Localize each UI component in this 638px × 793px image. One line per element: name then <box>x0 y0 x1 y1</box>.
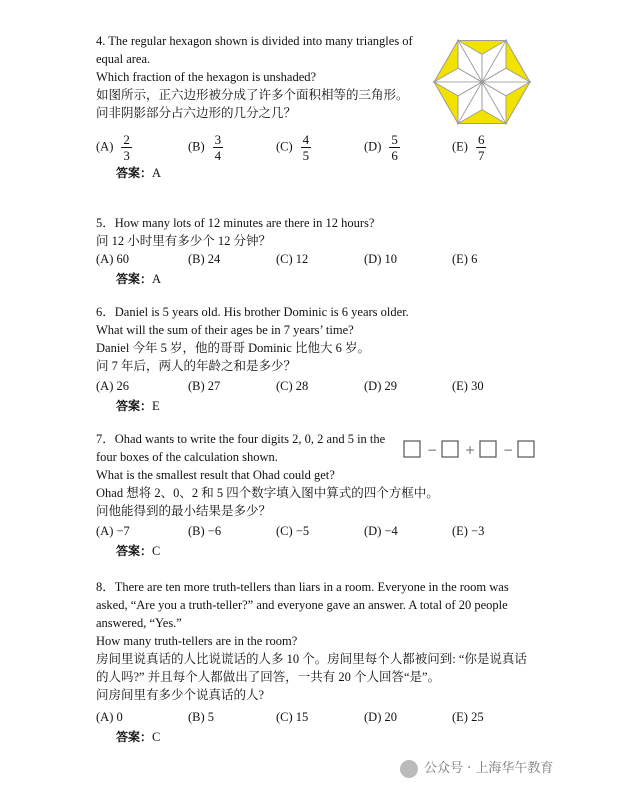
q5-answer: 答案：A <box>116 272 162 286</box>
q7-op-2: + <box>464 443 476 457</box>
q6-option-c[interactable]: (C) 28 <box>276 379 309 393</box>
question-8 <box>96 578 527 744</box>
q7-expression-figure <box>402 438 542 462</box>
q8-option-d[interactable]: (D) 20 <box>364 710 397 724</box>
q6-option-a[interactable]: (A) 26 <box>96 379 129 393</box>
question-7 <box>96 430 485 558</box>
q6-option-b[interactable]: (B) 27 <box>188 379 221 393</box>
watermark <box>400 757 553 778</box>
q7-option-d[interactable]: (D) −4 <box>364 524 398 538</box>
q7-option-e[interactable]: (E) −3 <box>452 524 485 538</box>
q8-option-a[interactable]: (A) 0 <box>96 710 123 724</box>
q8-en-line4: How many truth-tellers are in the room? <box>96 634 298 648</box>
q6-en-line2: What will the sum of their ages be in 7 years’ time? <box>96 323 354 337</box>
q6-options <box>96 377 596 397</box>
q7-option-a[interactable]: (A) −7 <box>96 524 130 538</box>
q4-option-d[interactable]: (D) $\frac{5}{6}$ <box>364 132 398 163</box>
q4-option-a[interactable]: (A) $\frac{2}{3}$ <box>96 132 130 163</box>
q7-box-2 <box>442 441 458 457</box>
q7-box-4 <box>518 441 534 457</box>
q7-en-line3: What is the smallest result that Ohad could get? <box>96 468 335 482</box>
q7-answer: 答案：C <box>116 544 161 558</box>
q5-option-e[interactable]: (E) 6 <box>452 252 478 266</box>
q4-en-line1: 4. The regular hexagon shown is divided into many triangles of <box>96 34 413 48</box>
q8-en-line1: 8．There are ten more truth-tellers than liars in a room. Everyone in the room was <box>96 580 509 594</box>
watermark-text: 公众号 · 上海华午教育 <box>424 761 554 776</box>
q5-option-d[interactable]: (D) 10 <box>364 252 397 266</box>
question-6 <box>96 303 484 413</box>
q7-en-line1: 7．Ohad wants to write the four digits 2, 0, 2 and 5 in the <box>96 432 386 446</box>
q5-en-line1: 5．How many lots of 12 minutes are there in 12 hours? <box>96 216 375 230</box>
q5-option-c[interactable]: (C) 12 <box>276 252 309 266</box>
q4-option-b[interactable]: (B) $\frac{3}{4}$ <box>188 132 222 163</box>
q7-options <box>96 522 596 542</box>
question-4 <box>96 32 485 180</box>
q8-options <box>96 708 596 728</box>
q6-en-line1: 6．Daniel is 5 years old. His brother Dominic is 6 years older. <box>96 305 409 319</box>
q6-zh-line2: 问 7 年后，两人的年龄之和是多少？ <box>96 359 297 373</box>
q8-option-c[interactable]: (C) 15 <box>276 710 309 724</box>
q7-option-b[interactable]: (B) −6 <box>188 524 222 538</box>
q7-box-1 <box>404 441 420 457</box>
q6-zh-line1: Daniel 今年 5 岁，他的哥哥 Dominic 比他大 6 岁。 <box>96 341 370 355</box>
question-5 <box>96 214 478 286</box>
q4-zh-line1: 如图所示，正六边形被分成了许多个面积相等的三角形。 <box>96 88 409 102</box>
q7-en-line2: four boxes of the calculation shown. <box>96 450 278 464</box>
q5-option-b[interactable]: (B) 24 <box>188 252 221 266</box>
q4-option-c[interactable]: (C) $\frac{4}{5}$ <box>276 132 310 163</box>
q4-answer: 答案：A <box>116 166 162 180</box>
q8-option-e[interactable]: (E) 25 <box>452 710 484 724</box>
q7-op-3: − <box>502 443 514 457</box>
q8-zh-line2: 的人吗?” 并且每个人都做出了回答，一共有 20 个人回答“是”。 <box>96 670 441 684</box>
q4-en-line3: Which fraction of the hexagon is unshaded? <box>96 70 317 84</box>
q8-zh-line1: 房间里说真话的人比说谎话的人多 10 个。房间里每个人都被问到: “你是说真话 <box>96 652 527 666</box>
wechat-logo-icon <box>400 760 418 778</box>
q5-options <box>96 250 596 270</box>
q4-zh-line2: 问非阴影部分占六边形的几分之几？ <box>96 106 297 120</box>
q6-option-d[interactable]: (D) 29 <box>364 379 397 393</box>
q8-option-b[interactable]: (B) 5 <box>188 710 215 724</box>
q8-answer: 答案：C <box>116 730 161 744</box>
q7-zh-line1: Ohad 想将 2、0、2 和 5 四个数字填入图中算式的四个方框中。 <box>96 486 439 500</box>
q4-option-e[interactable]: (E) $\frac{6}{7}$ <box>452 132 485 163</box>
q6-answer: 答案：E <box>116 399 160 413</box>
q8-en-line2: asked, “Are you a truth-teller?” and everyone gave an answer. A total of 20 people <box>96 598 508 612</box>
q5-zh-line1: 问 12 小时里有多少个 12 分钟？ <box>96 234 272 248</box>
q8-zh-line3: 问房间里有多少个说真话的人? <box>96 688 265 702</box>
q7-box-3 <box>480 441 496 457</box>
q7-op-1: − <box>426 443 438 457</box>
hexagon-figure <box>432 30 532 135</box>
q7-option-c[interactable]: (C) −5 <box>276 524 310 538</box>
q6-option-e[interactable]: (E) 30 <box>452 379 484 393</box>
q7-zh-line2: 问他能得到的最小结果是多少？ <box>96 504 272 518</box>
q5-option-a[interactable]: (A) 60 <box>96 252 129 266</box>
q8-en-line3: answered, “Yes.” <box>96 616 182 630</box>
q4-en-line2: equal area. <box>96 52 151 66</box>
q4-options <box>96 132 596 163</box>
